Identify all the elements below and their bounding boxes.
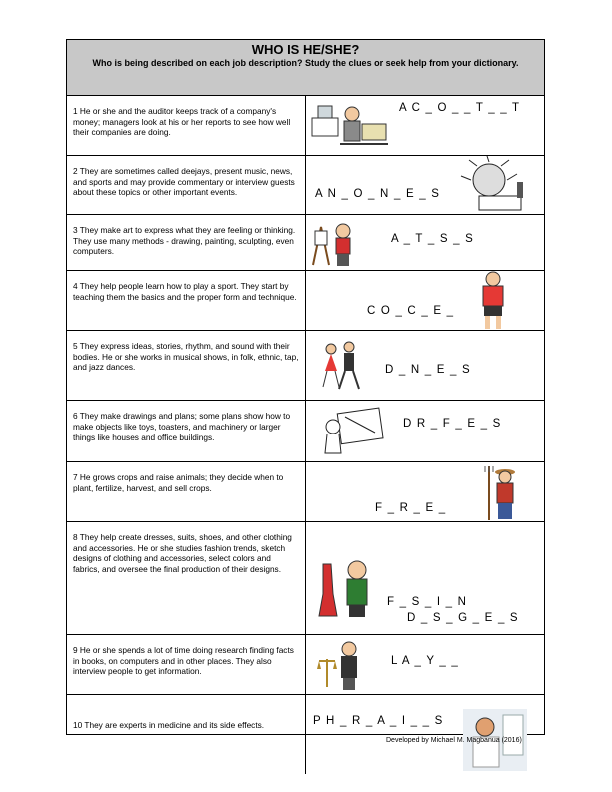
- clue-text: 3 They make art to express what they are feeling or thinking. They use many methods - drawing, painting, sculpting, even computers.: [67, 215, 306, 270]
- fashion-designer-clipart: [317, 554, 377, 620]
- clue-text: 7 He grows crops and raise animals; they decide when to plant, fertilize, harvest, and sell crops.: [67, 462, 306, 521]
- answer-word: A _ T _ S _ S: [391, 233, 474, 245]
- worksheet-header: [67, 40, 544, 96]
- answer-cell: [307, 215, 544, 270]
- footer-credit: Developed by Michael M. Magbanua (2016): [386, 737, 522, 744]
- answer-word: D _ N _ E _ S: [385, 364, 471, 376]
- clue-row: [67, 214, 544, 270]
- answer-cell: [307, 635, 544, 694]
- answer-word: A N _ O _ N _ E _ S: [315, 188, 441, 200]
- clue-row: [67, 694, 544, 774]
- answer-cell: [307, 522, 544, 634]
- answer-cell: [307, 156, 544, 214]
- clue-text: 8 They help create dresses, suits, shoes, and other clothing and accessories. He or she studies fashion trends, sketch designs of clothing and accessories, select colors and fabrics, and oversee the final production of their designs.: [67, 522, 306, 634]
- clue-text: 5 They express ideas, stories, rhythm, and sound with their bodies. He or she works in musical shows, in folk, ethnic, tap, and jazz dances.: [67, 331, 306, 400]
- clue-text: 10 They are experts in medicine and its side effects.: [67, 695, 306, 774]
- clue-row: [67, 634, 544, 694]
- clue-row: [67, 400, 544, 461]
- answer-word: D R _ F _ E _ S: [403, 418, 502, 430]
- artist-clipart: [309, 217, 365, 269]
- lawyer-clipart: [317, 637, 367, 693]
- answer-cell: [307, 271, 544, 330]
- worksheet-title: WHO IS HE/SHE?: [251, 42, 360, 57]
- clue-row: [67, 155, 544, 214]
- answer-word: L A _ Y _ _: [391, 655, 459, 667]
- answer-cell: [307, 331, 544, 400]
- drafter-clipart: [319, 403, 385, 459]
- clue-row: [67, 95, 544, 155]
- accountant-clipart: [310, 98, 390, 154]
- answer-word: P H _ R _ A _ I _ _ S: [313, 715, 444, 727]
- dancers-clipart: [317, 341, 367, 393]
- clue-row: [67, 521, 544, 634]
- answer-cell: [307, 96, 544, 155]
- clue-text: 1 He or she and the auditor keeps track of a company's money; managers look at his or her reports to see how well their companies are doing.: [67, 96, 306, 155]
- worksheet-instructions: Who is being described on each job description? Study the clues or seek help from your dictionary.: [92, 58, 519, 68]
- clue-row: [67, 330, 544, 400]
- coach-clipart: [473, 271, 513, 331]
- clue-row: [67, 270, 544, 330]
- answer-word: F _ S _ I _ N: [387, 596, 468, 608]
- farmer-clipart: [483, 462, 519, 522]
- clue-text: 6 They make drawings and plans; some plans show how to make objects like toys, toasters, and machinery or larger things like houses and office buildings.: [67, 401, 306, 461]
- answer-word: A C _ O _ _ T _ _ T: [399, 102, 521, 114]
- clue-row: [67, 461, 544, 521]
- announcer-clipart: [457, 156, 537, 214]
- answer-cell: [307, 462, 544, 521]
- answer-word: F _ R _ E _: [375, 502, 447, 514]
- answer-word: D _ S _ G _ E _ S: [407, 612, 519, 624]
- answer-word: C O _ C _ E _: [367, 305, 455, 317]
- clue-text: 4 They help people learn how to play a sport. They start by teaching them the basics and the proper form and technique.: [67, 271, 306, 330]
- clue-text: 9 He or she spends a lot of time doing research finding facts in books, on computers and in other places. They also interview people to get information.: [67, 635, 306, 694]
- worksheet: [66, 39, 545, 735]
- clue-text: 2 They are sometimes called deejays, present music, news, and sports and may provide commentary or interview guests about these topics or other important events.: [67, 156, 306, 214]
- answer-cell: [307, 401, 544, 461]
- answer-cell: [307, 695, 544, 774]
